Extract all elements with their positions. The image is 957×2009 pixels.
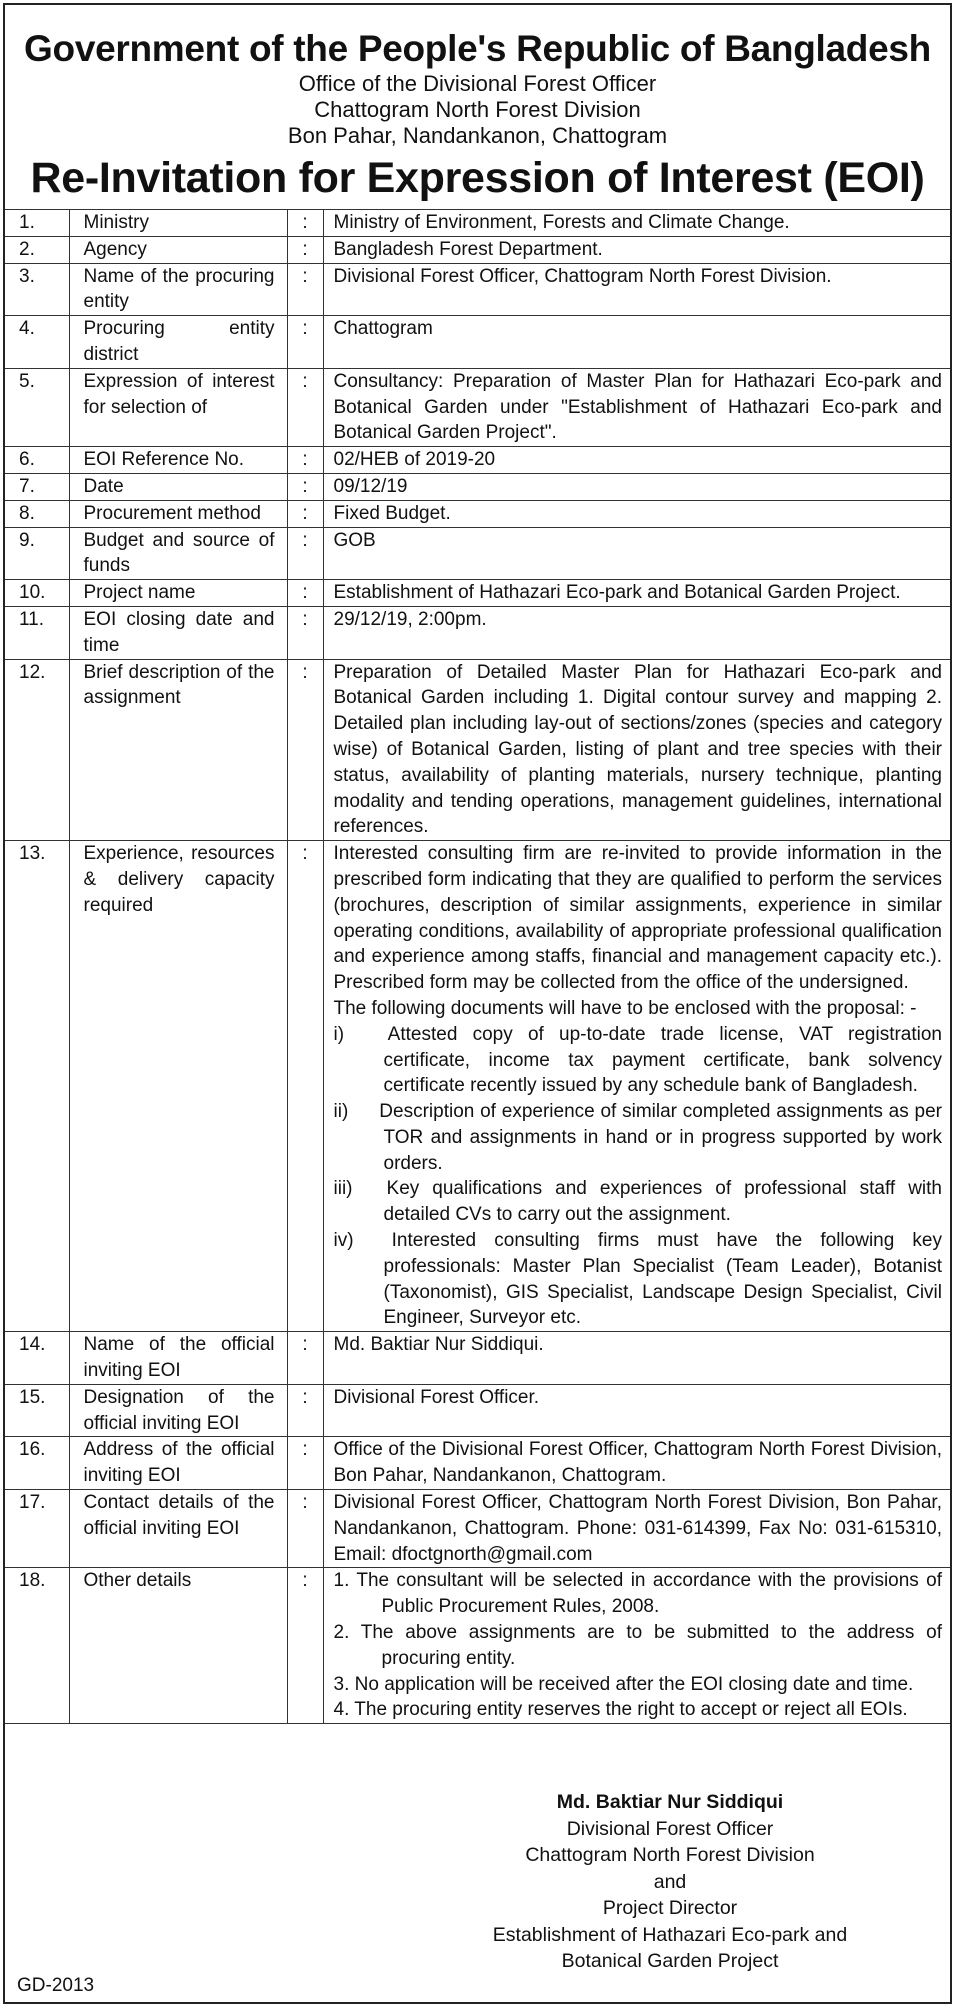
- document-text: Key qualifications and experiences of professional staff with detailed CVs to carry out the assignment.: [383, 1178, 942, 1226]
- signatory-line: Divisional Forest Officer: [566, 1817, 774, 1840]
- row-value-text: Md. Baktiar Nur Siddiqui.: [333, 1334, 544, 1356]
- other-detail-item: 4. The procuring entity reserves the right to accept or reject all EOIs.: [333, 1699, 908, 1721]
- table-row: [5, 210, 950, 237]
- row-number: 4.: [5, 316, 69, 369]
- ad-code: GD-2013: [17, 1975, 95, 1996]
- row-colon: :: [287, 606, 323, 659]
- row-value-text: Establishment of Hathazari Eco-park and Botanical Garden Project.: [333, 582, 901, 604]
- document-text: Interested consulting firms must have the following key professionals: Master Plan Specialist (Team Leader), Botanist (Taxonomist), GIS Specialist, Landscape Design Specialist, Civil Engineer, Surveyor etc.: [383, 1230, 942, 1329]
- row-number: 18.: [5, 1568, 69, 1724]
- row-value-text: Office of the Divisional Forest Officer, Chattogram North Forest Division, Bon Pahar, Nandankanon, Chattogram.: [333, 1439, 942, 1487]
- signatory-line: Establishment of Hathazari Eco-park and: [492, 1923, 848, 1946]
- row-value-text: Preparation of Detailed Master Plan for Hathazari Eco-park and Botanical Garden including 1. Digital contour survey and mapping 2. Detailed plan including lay-out of sections/zones (species and category wise) of Botanical Garden, listing of plant and tree species with their status, availability of planting materials, nursery technique, planting modality and tending operations, management guidelines, international references.: [333, 661, 942, 838]
- row-field: Designation of the official inviting EOI: [69, 1384, 287, 1437]
- row-value-text: Divisional Forest Officer.: [333, 1386, 540, 1408]
- row-field: Project name: [69, 580, 287, 607]
- row-value-text: Divisional Forest Officer, Chattogram North Forest Division, Bon Pahar, Nandankanon, Chattogram. Phone: 031-614399, Fax No: 031-615310, Email: dfoctgnorth@gmail.com: [333, 1492, 942, 1565]
- row-colon: :: [287, 527, 323, 580]
- notice-header: [5, 27, 950, 205]
- row-value: [323, 1332, 950, 1385]
- row-colon: :: [287, 368, 323, 446]
- row-number: 13.: [5, 841, 69, 1332]
- row-value-text: Bangladesh Forest Department.: [333, 238, 603, 260]
- row-number: 17.: [5, 1490, 69, 1568]
- row-value: [323, 447, 950, 474]
- row-field: Address of the official inviting EOI: [69, 1437, 287, 1490]
- row-value: [323, 210, 950, 237]
- row-colon: :: [287, 1384, 323, 1437]
- row-value-text: Fixed Budget.: [333, 502, 451, 524]
- row-field: Brief description of the assignment: [69, 659, 287, 841]
- row-field: Ministry: [69, 210, 287, 237]
- document-text: Attested copy of up-to-date trade license, VAT registration certificate, income tax payment certificate, bank solvency certificate recently issued by any schedule bank of Bangladesh.: [383, 1023, 942, 1097]
- eoi-details-table: [5, 209, 950, 1724]
- table-row: [5, 1437, 950, 1490]
- row-field: Budget and source of funds: [69, 527, 287, 580]
- row-number: 10.: [5, 580, 69, 607]
- row-colon: :: [287, 316, 323, 369]
- document-label: iv): [333, 1230, 354, 1252]
- table-row: [5, 236, 950, 263]
- row-value-text: 02/HEB of 2019-20: [333, 449, 496, 471]
- table-row: [5, 263, 950, 316]
- row-value: [323, 368, 950, 446]
- signatory-line: Project Director: [602, 1897, 738, 1919]
- row-colon: :: [287, 1490, 323, 1568]
- row-field: EOI Reference No.: [69, 447, 287, 474]
- signatory-line: and: [653, 1870, 687, 1893]
- signatory-line: Chattogram North Forest Division: [525, 1844, 815, 1866]
- row-value: [323, 606, 950, 659]
- row-value: [323, 527, 950, 580]
- table-row: [5, 606, 950, 659]
- row-field: Agency: [69, 236, 287, 263]
- table-row: [5, 659, 950, 841]
- row-value: [323, 473, 950, 500]
- row-value-text: Chattogram: [333, 318, 433, 340]
- notice-headline: Re-Invitation for Expression of Interest (EOI): [30, 154, 925, 202]
- other-detail-item: 2. The above assignments are to be submitted to the address of procuring entity.: [333, 1622, 942, 1669]
- table-row: [5, 500, 950, 527]
- row-number: 7.: [5, 473, 69, 500]
- row-value-text: 29/12/19, 2:00pm.: [333, 608, 487, 630]
- row-value-text: GOB: [333, 529, 376, 551]
- row-number: 9.: [5, 527, 69, 580]
- row-colon: :: [287, 1437, 323, 1490]
- signatory-line: Botanical Garden Project: [561, 1950, 779, 1972]
- row-field: Name of the official inviting EOI: [69, 1332, 287, 1385]
- row-field: Experience, resources & delivery capacity required: [69, 841, 287, 1332]
- other-detail-item: 1. The consultant will be selected in accordance with the provisions of Public Procurement Rules, 2008.: [333, 1570, 942, 1618]
- row-field: Procuring entity district: [69, 316, 287, 369]
- table-row: [5, 1384, 950, 1437]
- signatory-name: Md. Baktiar Nur Siddiqui: [556, 1791, 784, 1813]
- row-colon: :: [287, 236, 323, 263]
- table-row: [5, 527, 950, 580]
- row-number: 16.: [5, 1437, 69, 1490]
- row-number: 6.: [5, 447, 69, 474]
- row-value: [323, 263, 950, 316]
- row-number: 15.: [5, 1384, 69, 1437]
- eoi-notice: [3, 3, 952, 2004]
- row-colon: :: [287, 1332, 323, 1385]
- row-field: EOI closing date and time: [69, 606, 287, 659]
- signature-block: [450, 1789, 890, 1975]
- table-row: [5, 580, 950, 607]
- office-line: Bon Pahar, Nandankanon, Chattogram: [287, 123, 668, 148]
- row-value: [323, 841, 950, 1332]
- row-colon: :: [287, 659, 323, 841]
- row-colon: :: [287, 580, 323, 607]
- table-row: [5, 447, 950, 474]
- row-value: [323, 1490, 950, 1568]
- required-document-item: [334, 1022, 943, 1099]
- row-colon: :: [287, 263, 323, 316]
- row-value: [323, 500, 950, 527]
- row-number: 11.: [5, 606, 69, 659]
- office-line: Chattogram North Forest Division: [314, 97, 641, 122]
- documents-intro: The following documents will have to be enclosed with the proposal: -: [333, 997, 917, 1019]
- row-value-text: 09/12/19: [333, 475, 408, 497]
- required-document-item: [334, 1176, 943, 1228]
- row-number: 12.: [5, 659, 69, 841]
- row-value-text: Interested consulting firm are re-invited to provide information in the prescribed form indicating that they are qualified to perform the services (brochures, description of similar assignments, experience in similar operating conditions, availability of appropriate professional qualification and experience among staffs, financial and management capacity etc.). Prescribed form may be collected from the office of the undersigned.: [333, 843, 942, 994]
- row-field: Name of the procuring entity: [69, 263, 287, 316]
- row-value-text: Ministry of Environment, Forests and Climate Change.: [333, 212, 790, 233]
- row-number: 3.: [5, 263, 69, 316]
- row-number: 14.: [5, 1332, 69, 1385]
- other-detail-item: 3. No application will be received after the EOI closing date and time.: [333, 1673, 914, 1695]
- row-value: [323, 1437, 950, 1490]
- row-number: 1.: [5, 210, 69, 237]
- document-label: iii): [333, 1178, 353, 1200]
- row-colon: :: [287, 473, 323, 500]
- table-row: [5, 316, 950, 369]
- document-text: Description of experience of similar completed assignments as per TOR and assignments in hand or in progress supported by work orders.: [379, 1101, 942, 1174]
- document-label: ii): [333, 1101, 349, 1123]
- row-value: [323, 316, 950, 369]
- row-colon: :: [287, 447, 323, 474]
- row-value: [323, 580, 950, 607]
- document-label: i): [333, 1023, 345, 1045]
- row-value: [323, 659, 950, 841]
- row-field: Date: [69, 473, 287, 500]
- required-document-item: [334, 1228, 943, 1331]
- table-row: [5, 1490, 950, 1568]
- row-colon: :: [287, 210, 323, 237]
- row-value-text: Consultancy: Preparation of Master Plan for Hathazari Eco-park and Botanical Garden under "Establishment of Hathazari Eco-park and Botanical Garden Project".: [333, 370, 942, 444]
- row-value-text: Divisional Forest Officer, Chattogram North Forest Division.: [333, 265, 832, 287]
- row-field: Procurement method: [69, 500, 287, 527]
- office-line: Office of the Divisional Forest Officer: [298, 71, 657, 96]
- row-number: 5.: [5, 368, 69, 446]
- row-number: 8.: [5, 500, 69, 527]
- row-value: [323, 1384, 950, 1437]
- row-value: [323, 1568, 950, 1724]
- row-colon: :: [287, 841, 323, 1332]
- row-colon: :: [287, 500, 323, 527]
- row-colon: :: [287, 1568, 323, 1724]
- row-field: Expression of interest for selection of: [69, 368, 287, 446]
- row-number: 2.: [5, 236, 69, 263]
- table-row: [5, 1332, 950, 1385]
- row-field: Contact details of the official inviting EOI: [69, 1490, 287, 1568]
- government-title: Government of the People's Republic of Bangladesh: [24, 28, 931, 69]
- required-document-item: [334, 1099, 943, 1176]
- table-row: [5, 1568, 950, 1724]
- table-row: [5, 368, 950, 446]
- row-value: [323, 236, 950, 263]
- table-row: [5, 841, 950, 1332]
- table-row: [5, 473, 950, 500]
- row-field: Other details: [69, 1568, 287, 1724]
